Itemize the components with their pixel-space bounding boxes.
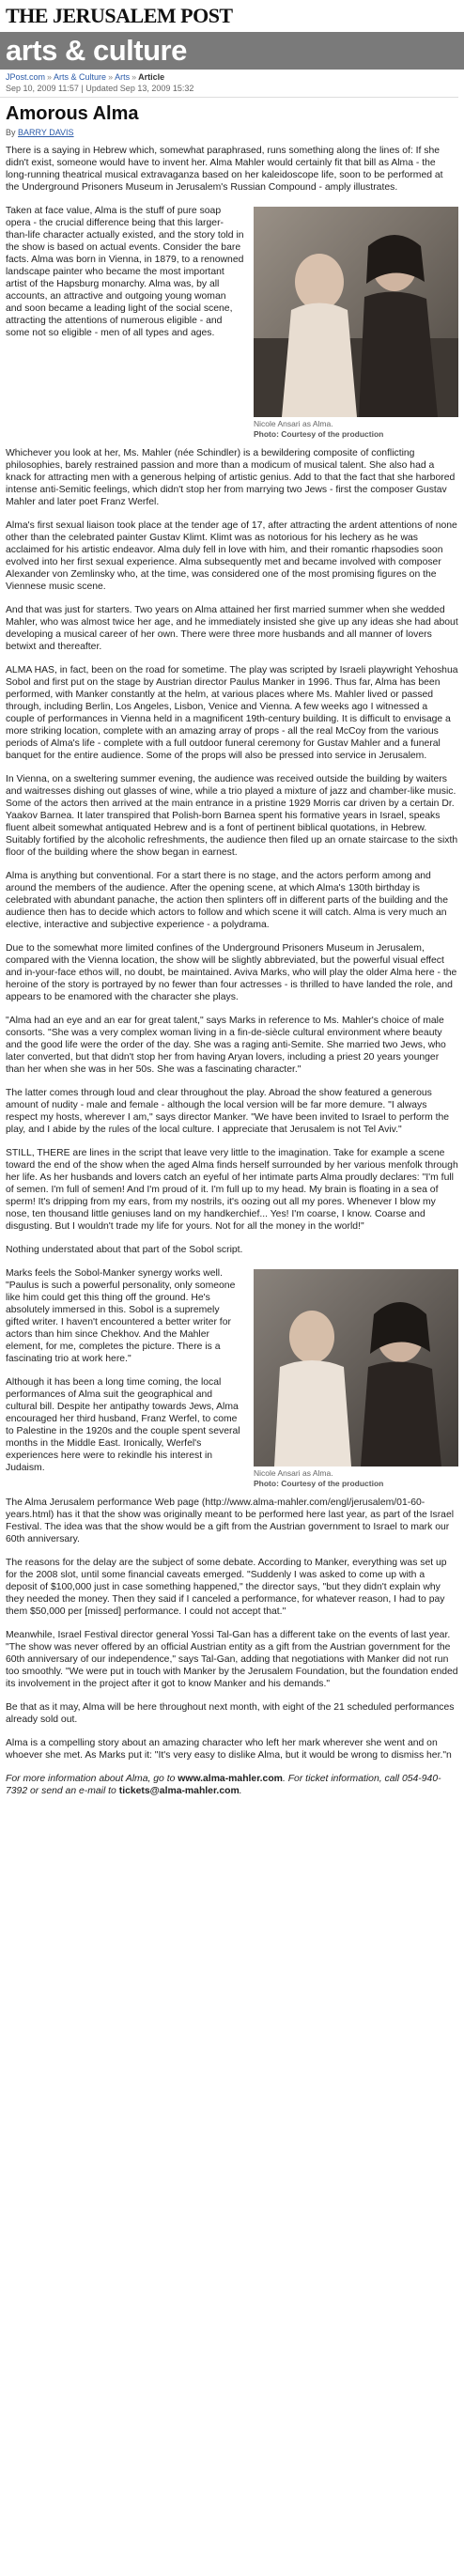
byline <box>0 128 464 145</box>
paragraph: Nothing understated about that part of the Sobol script. <box>6 1245 243 1255</box>
footer-info <box>6 1773 458 1797</box>
byline-prefix: By <box>6 128 16 137</box>
paragraph: The reasons for the delay are the subject of some debate. According to Manker, everything was set up for the 2008 slot, until some financial caveats emerged. "Suddenly I was asked to come up with a deposit of $100,000 just in case something happened," the director says, "but they didn't explain why they needed the money. Then they said if I canceled a performance, for whatever reason, I had to pay them $50,000 per [missed] performance. I could not accept that." <box>6 1558 447 1617</box>
site-logo[interactable]: THE JERUSALEM POST <box>6 4 233 27</box>
breadcrumb-separator: » <box>131 72 137 82</box>
author-link[interactable]: BARRY DAVIS <box>18 128 74 137</box>
paragraph: And that was just for starters. Two years on Alma attained her first married summer when she wedded Mahler, who was almost twice her age, and he immediately insisted she give up any ideas she had about developing a musical career of her own. There were three more husbands and all manner of lovers betwixt and thereafter. <box>6 605 458 652</box>
figure-1 <box>254 207 458 440</box>
paragraph: Taken at face value, Alma is the stuff of pure soap opera - the crucial difference being that this larger-than-life character actually existed, and the story told in the show is based on actual events. Consider the bare facts. Alma was born in Vienna, in 1879, to a renowned landscape painter who became the most important artist of the Hapsburg monarchy. Alma was, by all accounts, an attractive and outgoing young woman and soon became a leading light of the social scene, attracting the attentions of numerous eligible - and some not so eligible - men of all types and ages. <box>6 206 244 338</box>
updated-date: Updated Sep 13, 2009 15:32 <box>85 84 194 93</box>
footer-text: . <box>239 1786 242 1796</box>
paragraph: Meanwhile, Israel Festival director general Yossi Tal-Gan has a different take on the events of last year. "The show was never offered by an official Austrian entity as a gift from the Austrian government for the 60th anniversary of our independence," says Tal-Gan, adding that negotiations with Manker did not run too smoothly. "We were put in touch with Manker by the Jerusalem Foundation, but the foundation ended its involvement in the project after it got to know Manker and his demands." <box>6 1630 458 1689</box>
paragraph: "Alma had an eye and an ear for great talent," says Marks in reference to Ms. Mahler's choice of male consorts. "She was a very complex woman living in a fin-de-siècle cultural environment where beauty and the good life were the order of the day. She was a raging anti-Semite. She married two Jews, who later converted, but that didn't stop her from having Aryan lovers, including a priest 20 years younger than her when she was in her 50s. She was a fascinating character." <box>6 1016 446 1075</box>
section-title: arts & culture <box>6 34 187 67</box>
footer-text: . For ticket information, call 054-940-7392 or send an e-mail to <box>6 1774 441 1796</box>
breadcrumb-separator: » <box>108 72 114 82</box>
breadcrumb-separator: » <box>47 72 53 82</box>
photo-alma-2 <box>254 1269 458 1466</box>
breadcrumb <box>0 70 464 84</box>
paragraph: STILL, THERE are lines in the script that leave very little to the imagination. Take for example a scene toward the end of the show when the aged Alma finds herself surrounded by her various menfolk through her life. As her husbands and lovers catch an eyeful of her intimate parts Alma proudly declares: "I'm full of semen. I'm full of semen! And I'm proud of it. I'm full up to my head. My brain is floating in a sea of sperm! It's dripping from my ears, from my nostrils, it's oozing out all my pores. Whenever I blow my nose, ten thousand little geniuses land on my handkerchief... Yes! I'm coarse, I know. Coarse and disgusting. But I wouldn't trade my life for yours. Not for all the money in the world!" <box>6 1148 458 1232</box>
masthead <box>0 0 464 32</box>
paragraph: Alma's first sexual liaison took place at the tender age of 17, after attracting the ardent attentions of none other than the celebrated painter Gustav Klimt. Klimt was as notorious for his lechery as he was acclaimed for his artistic endeavor. Alma duly fell in love with him, and their romantic rhapsodies soon evolved into her first sexual experience. Alma subsequently met and became involved with composer Alexander von Zemlinsky who, at the time, was considered one of the most promising figures on the Viennese music scene. <box>6 520 457 592</box>
paragraph: Be that as it may, Alma will be here throughout next month, with eight of the 21 scheduled performances already sold out. <box>6 1702 455 1725</box>
footer-email-link[interactable]: tickets@alma-mahler.com <box>118 1786 240 1796</box>
published-date: Sep 10, 2009 11:57 <box>6 84 79 93</box>
caption-text: Nicole Ansari as Alma. <box>254 419 333 428</box>
photo-credit: Photo: Courtesy of the production <box>254 1479 384 1488</box>
photo-illustration <box>254 207 458 417</box>
breadcrumb-link-home[interactable]: JPost.com <box>6 72 46 82</box>
breadcrumb-link-arts-culture[interactable]: Arts & Culture <box>54 72 107 82</box>
figure-2 <box>254 1269 458 1489</box>
footer-site-link[interactable]: www.alma-mahler.com <box>178 1774 283 1784</box>
paragraph: Due to the somewhat more limited confines of the Underground Prisoners Museum in Jerusalem, compared with the Vienna location, the show will be slightly abbreviated, but the powerful visual effect and in-your-face ethos will, no doubt, be maintained. Aviva Marks, who will play the older Alma here - the heroine of the story is portrayed by no fewer than four actresses - is thrilled to have landed the role, and appears to be enamored with the character she plays. <box>6 943 457 1002</box>
article-title: Amorous Alma <box>6 103 139 124</box>
paragraph: There is a saying in Hebrew which, somewhat paraphrased, runs something along the lines of: If she didn't exist, someone would have to invent her. Alma Mahler would certainly fit that bill as Alma - the long-running theatrical musical extravaganza based on her kaleidoscope life, soon to be performed at the Underground Prisoners Museum in Jerusalem's Russian Compound - amply illustrates. <box>6 146 443 193</box>
paragraph: In Vienna, on a sweltering summer evening, the audience was received outside the building by waiters and waitresses dishing out glasses of wine, while a trio played a mixture of jazz and chamber-like music. Some of the actors then arrived at the main entrance in a pristine 1929 Morris car driven by a certain Dr. Yaakov Barnea. It later transpired that Polish-born Barnea spent his formative years in Israel, speaks fluent albeit somewhat antiquated Hebrew and is a font of pertinent biblical quotations, in Hebrew. Suitably fortified by the alcoholic refreshments, the audience then filed up an ornate staircase to the sixth floor of the building where the show began in earnest. <box>6 774 458 858</box>
caption-text: Nicole Ansari as Alma. <box>254 1468 333 1478</box>
paragraph: Although it has been a long time coming, the local performances of Alma suit the geographical and cultural bill. Despite her antipathy towards Jews, Alma encouraged her third husband, Franz Werfel, to come to Palestine in the 1920s and the couple spent several months in the Middle East. Ironically, Werfel's experiences here were to rekindle his interest in Judaism. <box>6 1377 240 1473</box>
paragraph: Whichever you look at her, Ms. Mahler (née Schindler) is a bewildering composite of conflicting philosophies, barely restrained passion and more than a modicum of musical talent. She also had a knack for attracting men with a generous helping of artistic genius. Add to that the fact that she harbored intense anti-Semitic feelings, which didn't stop her from marrying two Jews - first the composer Gustav Mahler and later poet Franz Werfel. <box>6 448 456 507</box>
breadcrumb-current: Article <box>138 72 165 82</box>
photo-credit: Photo: Courtesy of the production <box>254 429 384 439</box>
article-dates <box>0 84 458 98</box>
paragraph: Alma is anything but conventional. For a start there is no stage, and the actors perform among and around the members of the audience. After the opening scene, at which Alma's 130th birthday is celebrated with abundant panache, the action then splinters off in different parts of the building and the audience then has to decide which actors to follow and which scene it will catch. Alma is very much an elective, interactive and subjective experience - a polydrama. <box>6 871 448 930</box>
footer-text: For more information about Alma, go to <box>6 1774 178 1784</box>
paragraph: Alma is a compelling story about an amazing character who left her mark wherever she went and on whoever she met. As Marks put it: "It's very easy to dislike Alma, but it would be wrong to dismiss her."n <box>6 1738 452 1761</box>
paragraph: The Alma Jerusalem performance Web page (http://www.alma-mahler.com/engl/jerusalem/01-60-years.html) has it that the show was originally meant to be performed here last year, as part of the Israel Festival. The idea was that the show would be a gift from the Austrian government to Israel to mark our 60th anniversary. <box>6 1497 455 1544</box>
photo-alma-1 <box>254 207 458 417</box>
paragraph: Marks feels the Sobol-Manker synergy works well. "Paulus is such a powerful personality, only someone like him could get this thing off the ground. He's absolutely immersed in this. Sobol is a supremely gifted writer. I haven't encountered a better writer for actors than him since Chekhov. And the Mahler element, for me, completes the picture. There is a fascinating trio at work here." <box>6 1268 236 1364</box>
photo-caption <box>254 1466 458 1489</box>
section-header <box>0 32 464 70</box>
article-body <box>0 145 464 1797</box>
photo-illustration <box>254 1269 458 1466</box>
date-divider: | <box>81 84 84 93</box>
photo-caption <box>254 417 458 440</box>
breadcrumb-link-arts[interactable]: Arts <box>115 72 131 82</box>
paragraph: The latter comes through loud and clear throughout the play. Abroad the show featured a generous amount of nudity - male and female - although the local version will be far more demure. "I always respect my hosts, wherever I am," says director Manker. "We have been invited to Israel to perform the play, and I abide by the rules of the local culture. I appreciate that Jerusalem is not Tel Aviv." <box>6 1088 450 1135</box>
paragraph: ALMA HAS, in fact, been on the road for sometime. The play was scripted by Israeli playwright Yehoshua Sobol and first put on the stage by Austrian director Paulus Manker in 1996. Thus far, Alma has been performed, with Manker constantly at the helm, at various places where Ms. Mahler lived or passed through, including Berlin, Los Angeles, Lisbon, Venice and Vienna. A few weeks ago I witnessed a couple of performances in Vienna held in a magnificent 19th-century building. It is difficult to envisage a more striking location, complete with an amazing array of props - all the real McCoy from the various periods of Alma's life - complete with a full outdoor funeral ceremony for Gustav Mahler and a funeral banquet for the entire audience. Some of the props will also be pressed into service in Jerusalem. <box>6 665 458 761</box>
